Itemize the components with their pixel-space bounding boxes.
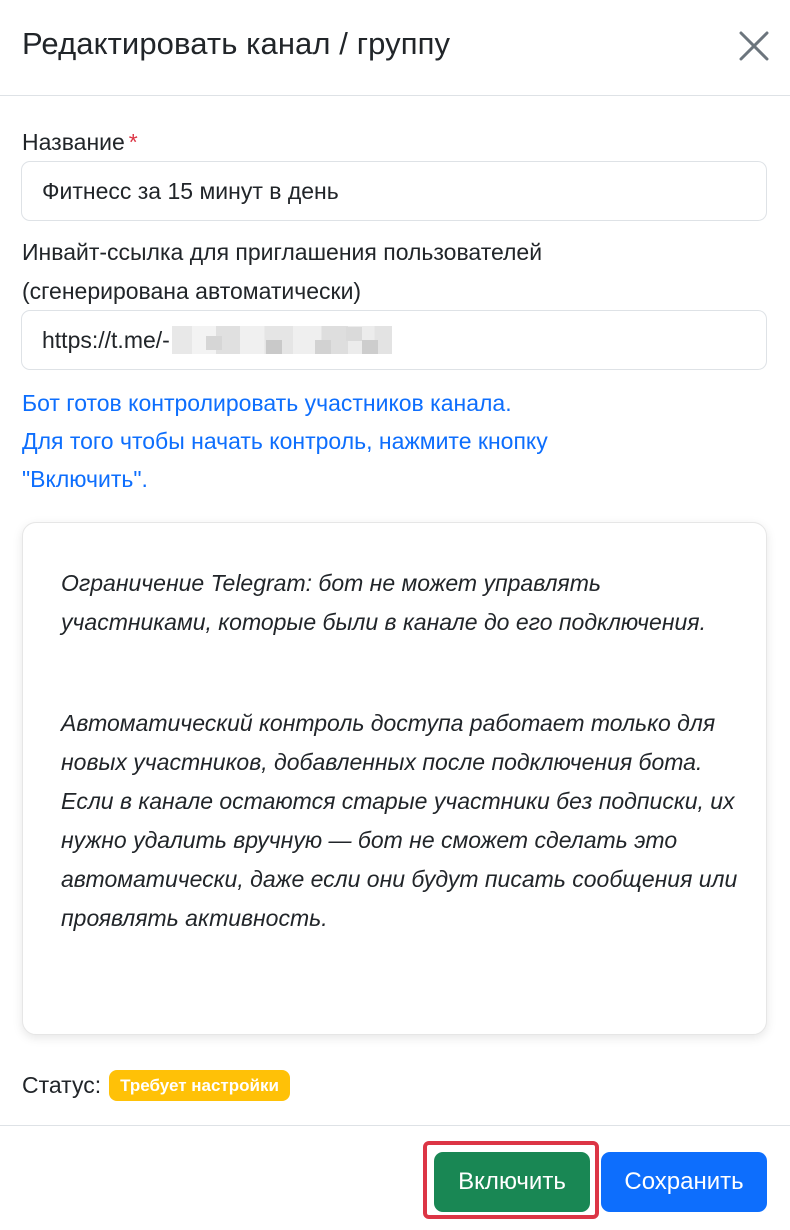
notice-paragraph-1: Ограничение Telegram: бот не может управлять участниками, которые были в канале до его подключения. xyxy=(61,570,706,635)
save-button[interactable]: Сохранить xyxy=(601,1152,767,1212)
status-row xyxy=(22,1066,290,1104)
modal-header xyxy=(0,0,790,96)
notice-paragraph-2: Автоматический контроль доступа работает только для новых участников, добавленных после подключения бота. Если в канале остаются старые участники без подписки, их нужно удалить вручную — бот не сможет сделать это автоматически, даже если они будут писать сообщения или проявлять активность. xyxy=(61,710,738,931)
status-badge: Требует настройки xyxy=(109,1070,290,1101)
redacted-link-blur xyxy=(170,323,395,357)
modal-title: Редактировать канал / группу xyxy=(22,26,451,61)
info-line-3: "Включить". xyxy=(22,466,148,492)
enable-button[interactable]: Включить xyxy=(434,1152,590,1212)
invite-label-line1: Инвайт-ссылка для приглашения пользователей xyxy=(22,239,543,265)
info-line-2: Для того чтобы начать контроль, нажмите кнопку xyxy=(22,428,548,454)
invite-label-line2: (сгенерирована автоматически) xyxy=(22,278,362,304)
invite-link-input[interactable] xyxy=(21,310,767,370)
close-icon xyxy=(736,28,772,64)
status-label: Статус: xyxy=(22,1071,102,1098)
name-input[interactable] xyxy=(21,161,767,221)
name-label xyxy=(22,123,138,161)
name-label-text: Название xyxy=(22,129,125,155)
info-line-1: Бот готов контролировать участников канала. xyxy=(22,390,512,416)
telegram-limitation-notice xyxy=(22,522,767,1035)
invite-link-value: https://t.me/- xyxy=(42,326,170,353)
bot-ready-info xyxy=(22,384,762,498)
required-mark: * xyxy=(128,129,138,155)
name-input-value: Фитнесс за 15 минут в день xyxy=(42,177,339,204)
close-button[interactable] xyxy=(736,28,772,64)
